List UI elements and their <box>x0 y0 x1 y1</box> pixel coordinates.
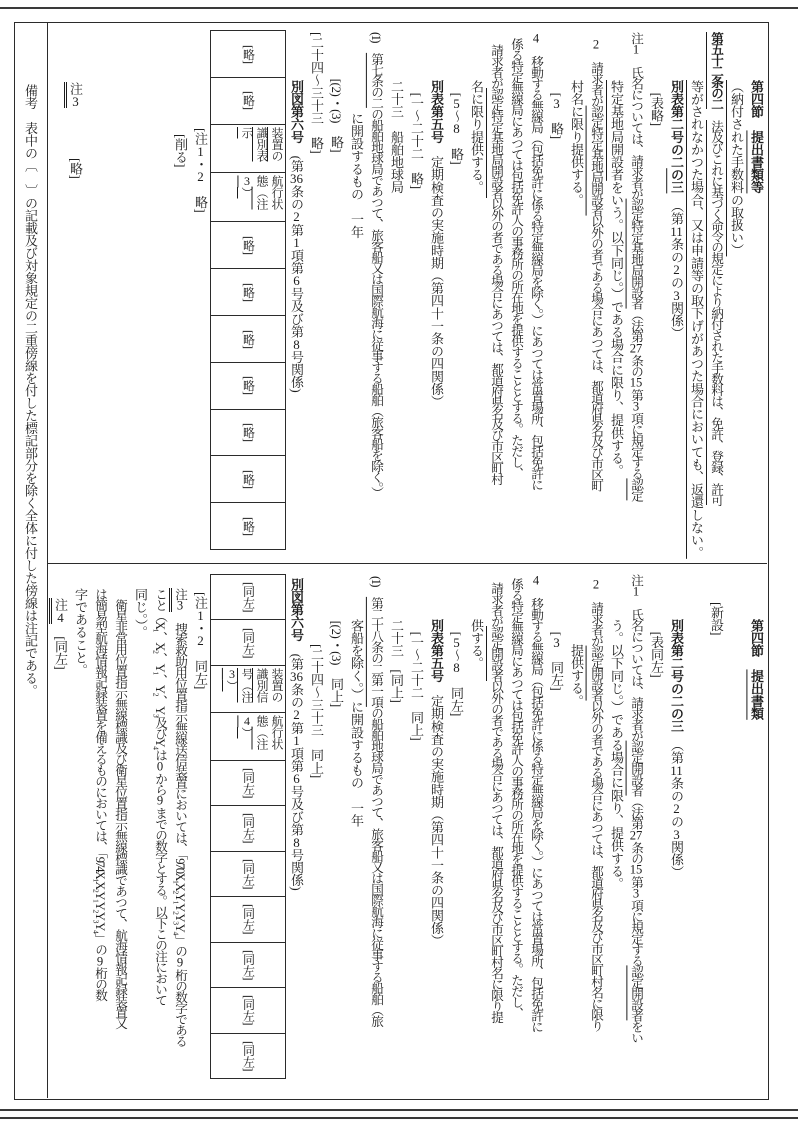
text-run: [略] <box>68 107 83 179</box>
tatechuyoko-number: 2 <box>197 170 204 184</box>
cell-text <box>241 45 256 64</box>
tatechuyoko-number: 3 <box>553 635 560 649</box>
tatechuyoko-number: 6 <box>293 772 300 786</box>
text-run: 定期検査の実施時期（第四十一条の四関係） <box>429 143 444 408</box>
text-line <box>346 566 366 1095</box>
text-run: 別表第二号の二の三 <box>669 619 684 733</box>
text-line <box>646 566 666 1095</box>
text-run: (第36条の2第1項第6号及び第8号関係) <box>289 143 304 393</box>
text-run: [同左] <box>53 623 68 670</box>
text-run: [同左] <box>241 1040 256 1071</box>
text-line <box>286 566 306 1095</box>
text-line <box>286 24 306 561</box>
tatechuyoko-number: 2 <box>673 801 680 815</box>
table-header-cell <box>211 712 285 759</box>
cell-text <box>241 995 256 1025</box>
old-new-divider-line <box>48 563 767 564</box>
text-run: 二十三 [同上] <box>389 619 404 703</box>
text-run: 提出書類等 <box>749 130 764 194</box>
tatechuyoko-number: 8 <box>453 661 460 675</box>
text-run: 提供する。 <box>569 644 584 708</box>
text-run: 認定開設者 <box>489 626 503 681</box>
page-bottom-rule-2 <box>0 1117 798 1119</box>
tatechuyoko-number: 9 <box>96 954 104 968</box>
tatechuyoko-number: 2 <box>293 210 300 224</box>
text-run: 認定 <box>629 478 643 501</box>
text-run: をいう。以下同じ。）である場合に限り、提供する。 <box>609 180 624 477</box>
text-run: [(2)・(3) 同上] <box>329 608 344 707</box>
table-cell <box>211 409 285 456</box>
text-run: 提出書類 <box>749 669 764 720</box>
text-line <box>70 566 90 1095</box>
text-run: [略] <box>241 516 256 536</box>
text-run: 第五十二条の二 <box>709 32 723 109</box>
text-run: 村名に限り提供する。 <box>569 80 584 207</box>
tatechuyoko-number: 2 <box>673 262 680 276</box>
tatechuyoko-number: 3 <box>673 288 680 302</box>
text-run: [表略] <box>649 80 664 126</box>
text-run: 2 請求者が <box>589 38 603 106</box>
tatechuyoko-number: 9 <box>176 956 184 969</box>
text-run: 別図第六号 <box>289 80 304 144</box>
text-line <box>566 24 586 561</box>
text-run: [新設] <box>709 602 724 636</box>
cell-text <box>241 283 256 302</box>
tatechuyoko-number: 4 <box>244 715 250 728</box>
text-run: の船舶地球局であつて、旅客船又は国際航海に従事する船舶（旅 <box>369 706 383 1026</box>
cell-text <box>241 236 256 255</box>
text-line <box>306 566 326 1095</box>
text-run: [(2)・(3) 略] <box>329 66 344 153</box>
table-cell <box>211 619 285 664</box>
text-run: 注4 <box>49 598 68 624</box>
tatechuyoko-number: 3 <box>244 175 250 188</box>
text-run: 別表第五号 <box>429 80 444 144</box>
text-run: [一～二十二 同上] <box>409 619 424 741</box>
text-run: 特定基地局開設者 <box>609 80 624 181</box>
text-line <box>306 24 326 561</box>
cell-text <box>241 423 256 442</box>
cell-text <box>239 715 284 759</box>
text-line <box>326 566 346 1095</box>
text-run: [略] <box>241 469 256 489</box>
tatechuyoko-number: 2 <box>293 708 300 722</box>
text-run: （法第27条の15第3項に規定する <box>629 308 643 479</box>
text-run: 装置の識別表示 <box>240 126 284 162</box>
tatechuyoko-number: 4 <box>532 32 540 45</box>
text-line <box>170 566 190 1095</box>
text-line <box>746 566 766 1095</box>
cell-text <box>241 950 256 980</box>
text-run: [注1・2 同左] <box>193 592 208 689</box>
text-run: 捜索救助用位置指示無線送信装置においては、「970X₁X₂Y₁Y₂Y₃Y₄」の9桁の数字である <box>173 611 187 1046</box>
text-line <box>586 24 606 561</box>
text-run: 認定特定基地局開設者 <box>489 88 503 198</box>
tatechuyoko-number: 0 <box>156 759 164 773</box>
text-line <box>606 566 626 1095</box>
text-run: (1) <box>369 32 383 53</box>
section-current-text <box>49 566 766 1095</box>
text-run: 認定開設者 <box>589 645 603 701</box>
text-run: 認定特定基地局開設者 <box>589 105 603 216</box>
tatechuyoko-number: 3 <box>632 886 640 900</box>
text-line <box>546 566 566 1095</box>
tatechuyoko-number: 36 <box>290 172 303 186</box>
text-run: 注3 <box>64 82 83 108</box>
cell-text <box>239 175 284 221</box>
text-run: をい <box>629 1020 643 1043</box>
text-line <box>506 24 526 561</box>
text-run: （納付された手数料の取扱い） <box>729 80 744 257</box>
text-run: [表同左] <box>649 619 664 678</box>
text-run: [3 略] <box>549 80 564 139</box>
tatechuyoko-number: 2 <box>197 634 204 648</box>
cell-text <box>241 628 256 658</box>
tatechuyoko-number: 6 <box>293 274 300 288</box>
tatechuyoko-number: 1 <box>293 733 300 747</box>
table-cell <box>211 455 285 502</box>
text-run: [同左] <box>241 582 256 613</box>
text-run: 等がされなかつた場合、又は申請等の取下げがあつた場合においても、返還しない。 <box>689 80 704 559</box>
text-run: [同左] <box>241 949 256 980</box>
text-run: 第四節 <box>749 80 764 131</box>
text-run: 第四節 <box>749 619 764 670</box>
text-run: 識別信号（注3） <box>225 667 269 703</box>
tatechuyoko-number: 3 <box>673 827 680 841</box>
tatechuyoko-number: 5 <box>453 96 460 110</box>
text-line <box>326 24 346 561</box>
text-run: [同左] <box>241 813 256 844</box>
text-run <box>709 109 723 120</box>
tatechuyoko-number: 9 <box>156 794 164 807</box>
text-run: (1) <box>369 576 383 597</box>
tatechuyoko-number: 3 <box>553 96 560 110</box>
tatechuyoko-number: 1 <box>632 585 640 598</box>
tatechuyoko-number: 11 <box>670 763 683 777</box>
text-line <box>446 24 466 561</box>
tatechuyoko-number: 3 <box>176 599 184 612</box>
text-run: 航行状態 <box>255 715 284 750</box>
text-run: の船舶地球局であつて、旅客船又は国際航海に従事する船舶（旅客船を除く。） <box>369 107 383 498</box>
cell-text <box>241 91 256 110</box>
tatechuyoko-number: 4 <box>532 574 540 587</box>
text-run: 同じ。）。 <box>133 588 148 639</box>
text-run: [二十四～三十三 略] <box>309 32 324 154</box>
page-top-rule <box>0 7 798 9</box>
text-line <box>406 24 426 561</box>
text-run: [同左] <box>241 904 256 935</box>
text-line <box>586 566 606 1095</box>
text-run: [一～二十二 略] <box>409 80 424 189</box>
text-run: 供する。 <box>469 619 484 670</box>
text-line <box>130 566 150 1095</box>
tatechuyoko-number: 8 <box>293 337 300 351</box>
cell-text <box>241 330 256 349</box>
table-cell <box>211 896 285 941</box>
cell-text <box>239 127 284 173</box>
text-line <box>426 24 446 561</box>
text-run: （第11条の2の3関係） <box>669 193 684 340</box>
text-run: 以外の者である場合にあつては、都道府県名及び市区町 <box>589 215 603 491</box>
section-amended-text <box>49 24 766 561</box>
text-line <box>706 566 726 1095</box>
text-line <box>686 24 706 561</box>
text-run: 二十三 船舶地球局 <box>389 80 404 194</box>
text-line <box>526 24 546 561</box>
text-line <box>190 24 210 561</box>
text-run: 請求者が <box>489 44 503 88</box>
tatechuyoko-number: 5 <box>453 635 460 649</box>
text-run: 客船を除く。）に開設するもの 一年 <box>349 619 364 827</box>
annex-figure-6-table <box>210 30 286 550</box>
text-line <box>346 24 366 561</box>
tatechuyoko-number: 8 <box>453 122 460 136</box>
text-line <box>726 24 746 561</box>
text-line <box>486 24 506 561</box>
text-run: [同左] <box>241 858 256 889</box>
text-run: [略] <box>241 423 256 442</box>
tatechuyoko-number: 1 <box>293 235 300 249</box>
cell-text <box>241 517 256 536</box>
text-run: 請求者が <box>489 582 503 626</box>
text-run: [略] <box>241 91 256 110</box>
text-run: 注1 氏名については、請求者が <box>629 574 643 741</box>
cell-text <box>241 813 256 843</box>
table-cell <box>211 575 285 619</box>
annex-figure-6-table <box>210 574 286 1079</box>
text-run: [削る] <box>173 134 188 168</box>
text-run: [略] <box>241 282 256 302</box>
text-line <box>606 24 626 561</box>
tatechuyoko-number: 2 <box>592 38 600 51</box>
cell-text <box>241 376 256 395</box>
tatechuyoko-number: 3 <box>632 399 640 413</box>
text-line <box>646 24 666 561</box>
text-run: 第七条の二 <box>369 52 383 108</box>
text-run: 以外の者である場合にあつては、都道府県名及び市区町村 <box>489 198 503 484</box>
text-run: に開設するもの 一年 <box>349 112 364 239</box>
table-cell <box>211 77 285 124</box>
remarks-text: 備考 表中の〔 〕の記載及び対象規定の二重傍線を付した標記部分を除く全体に付した傍線は注記である。 <box>23 84 38 697</box>
text-line <box>546 24 566 561</box>
text-run: [略] <box>241 376 256 395</box>
text-run: [同左] <box>241 768 256 799</box>
text-line <box>566 566 586 1095</box>
text-run: 別図第六号 <box>289 578 304 642</box>
cell-text <box>241 582 256 612</box>
text-run: [略] <box>241 235 256 255</box>
table-cell <box>211 1033 285 1078</box>
text-run: 名に限り提供する。 <box>469 80 484 194</box>
text-run: 認定特定基地局開設者 <box>629 198 643 309</box>
text-line <box>626 566 646 1095</box>
cell-text <box>241 768 256 798</box>
tatechuyoko-number: 36 <box>290 670 303 684</box>
text-run: 以外の者である場合にあつては、都道府県名及び市区町村名に限り <box>589 700 603 1031</box>
table-cell <box>211 805 285 850</box>
text-line <box>706 24 726 561</box>
cell-text <box>241 859 256 889</box>
text-line <box>366 566 386 1095</box>
text-line <box>65 24 85 561</box>
text-line <box>486 566 506 1095</box>
text-line <box>366 24 386 561</box>
text-line <box>526 566 546 1095</box>
table-cell <box>211 851 285 896</box>
table-cell <box>211 942 285 987</box>
text-run: 注1 氏名については、請求者が <box>629 32 643 199</box>
text-line <box>466 566 486 1095</box>
tatechuyoko-number: 27 <box>629 341 643 355</box>
text-run: 字であること。 <box>73 588 88 677</box>
tatechuyoko-number: 11 <box>670 224 683 238</box>
table-cell <box>211 362 285 409</box>
tatechuyoko-number: 3 <box>72 94 79 108</box>
table-cell <box>211 221 285 268</box>
text-line <box>406 566 426 1095</box>
text-run: 注3 <box>169 588 187 612</box>
tatechuyoko-number: 15 <box>629 863 643 876</box>
text-run: 以外の者である場合にあつては、都道府県名及び市区町村名に限り提 <box>489 681 503 1022</box>
table-cell <box>211 760 285 805</box>
cell-text <box>224 668 284 712</box>
text-run: （注3） <box>240 175 269 210</box>
text-line <box>50 566 70 1095</box>
text-line <box>170 24 190 561</box>
remarks-separator-line <box>47 22 48 1098</box>
text-line <box>506 566 526 1095</box>
text-run: 航行状態 <box>255 175 284 210</box>
text-run: （法第27条の15第3項に規定する <box>629 795 643 966</box>
text-run: 装置の <box>270 667 284 703</box>
text-run: 第二十八条の二第一項 <box>369 596 383 707</box>
table-cell <box>211 502 285 549</box>
tatechuyoko-number: 3 <box>229 667 235 680</box>
text-run: う。以下同じ。）である場合に限り、提供する。 <box>609 619 624 890</box>
text-run: 定期検査の実施時期（第四十一条の四関係） <box>429 682 444 947</box>
text-run: 法及びこれに基づく命令の規定により納付された手数料は、免許、登録、許可 <box>709 120 723 505</box>
text-run: 4 移動する無線局（包括免許に係る特定無線局を除く。）にあつては常置場所、包括免許に <box>529 574 543 1032</box>
text-run: （注4） <box>240 715 269 750</box>
text-run: （第11条の2の3関係） <box>669 732 684 879</box>
text-run: [同左] <box>241 995 256 1026</box>
text-run: 係る特定無線局にあつては包括免許人の事務所の所在地を提供することとする。ただし、 <box>509 38 523 478</box>
text-run: [5～8 同左] <box>449 619 464 716</box>
text-line <box>626 24 646 561</box>
text-line <box>446 566 466 1095</box>
tatechuyoko-number: 2 <box>592 578 600 591</box>
table-cell <box>211 987 285 1032</box>
tatechuyoko-number: 15 <box>629 376 643 389</box>
text-run: は簡易型航海情報記録装置を備えるものにおいては、「974X₁X₂Y₁Y₂Y₃Y₄」の9桁の数 <box>93 588 107 1001</box>
table-cell <box>211 315 285 362</box>
table-header-cell <box>211 665 285 712</box>
table-cell <box>211 268 285 315</box>
text-line <box>150 566 170 1095</box>
tatechuyoko-number: 1 <box>632 43 640 56</box>
text-line <box>666 566 686 1095</box>
text-run: [3 同左] <box>549 619 564 691</box>
text-run: (第36条の2第1項第6号及び第8号関係) <box>289 641 304 891</box>
text-line <box>190 566 210 1095</box>
text-line <box>466 24 486 561</box>
text-line <box>426 566 446 1095</box>
tatechuyoko-number: 1 <box>197 144 204 158</box>
text-run: 衛星非常用位置指示無線標識及び衛星位置指示無線標識であつて、航海情報記録装置又 <box>113 588 127 1028</box>
tatechuyoko-number: 4 <box>57 610 64 624</box>
text-line <box>90 566 110 1095</box>
text-run: 別表第五号 <box>429 619 444 683</box>
cell-text <box>241 904 256 934</box>
text-run: の三 <box>669 168 684 194</box>
text-line <box>666 24 686 561</box>
text-run: [注1・2 略] <box>193 128 208 213</box>
cell-text <box>241 470 256 489</box>
table-header-cell <box>211 124 285 173</box>
text-run: [略] <box>241 44 256 64</box>
tatechuyoko-number: 27 <box>629 828 643 842</box>
table-cell <box>211 31 285 77</box>
tatechuyoko-number: 1 <box>197 608 204 622</box>
text-run: 認定開設者 <box>629 965 643 1021</box>
text-run: 2 請求者が <box>589 578 603 646</box>
text-run: 認定開設者 <box>629 740 643 796</box>
text-run: [二十四～三十三 同上] <box>309 644 324 778</box>
text-line <box>386 24 406 561</box>
tatechuyoko-number: 8 <box>293 835 300 849</box>
page-bottom-rule-1 <box>0 1109 798 1111</box>
table-header-cell <box>211 172 285 221</box>
text-run: [略] <box>241 329 256 349</box>
text-run: 係る特定無線局にあつては包括免許人の事務所の所在地を提供することとする。ただし、 <box>509 578 523 1018</box>
text-line <box>386 566 406 1095</box>
text-run: こと（X₁、X₂、Y₁、Y₂、Y₃及びY₄は0から9までの数字とする。以下この注において <box>153 588 167 1005</box>
cell-text <box>241 1041 256 1071</box>
text-run: [5～8 略] <box>449 80 464 165</box>
remarks-column <box>15 24 46 1096</box>
text-line <box>746 24 766 561</box>
text-run: 別表第二号の二 <box>669 80 684 169</box>
text-run: [同左] <box>241 627 256 658</box>
text-run: 4 移動する無線局（包括免許に係る特定無線局を除く。）にあつては常置場所、包括免許に <box>529 32 543 490</box>
text-line <box>110 566 130 1095</box>
